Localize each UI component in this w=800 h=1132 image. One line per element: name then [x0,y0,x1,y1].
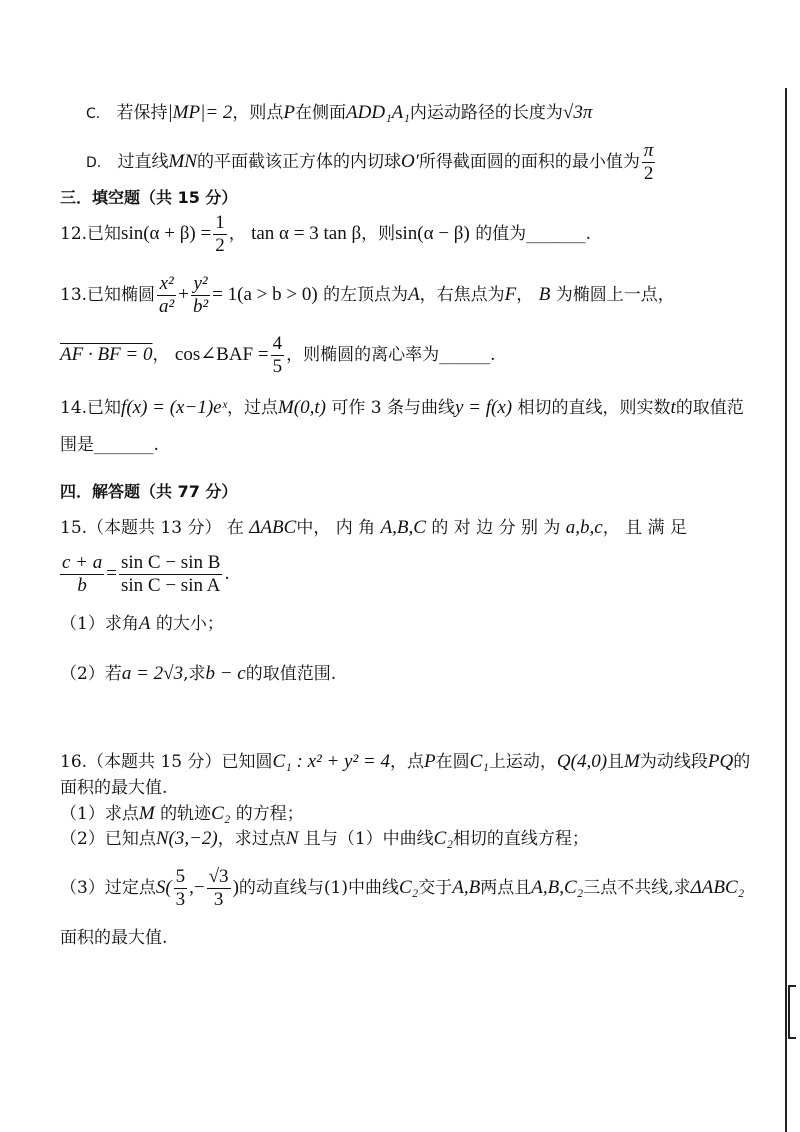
option-d-label: D. [86,154,102,171]
question-16-number: 16. [60,752,88,772]
question-15-number: 15. [60,518,88,538]
page-margin-rule [785,88,787,1132]
question-13: 13.已知椭圆 $\frac{\text{x²}}{\text{a²}}$ + $\frac{\text{y²}}{\text{b²}}$ = 1(a > b > 0) 的左顶点为A，右焦点为F， B 为椭圆上一点， [60,273,675,317]
question-16-part-3: （3）过定点S( $\frac{5}{3}$ ,− $\frac{√3}{3}$ )的动直线与(1)中曲线C₂交于A,B两点且A,B,C₂三点不共线,求ΔABC₂ [60,866,745,910]
question-15-part-1: （1）求角A 的大小； [60,613,224,634]
option-c-expr: |MP|= 2 [167,102,233,123]
option-d: D. 过直线MN的平面截该正方体的内切球O′所得截面圆的面积的最小值为 $\frac{\pi}{2}$ [86,140,654,184]
question-12: 12.已知sin(α + β) = $\frac{1}{2}$ ， tan α = 3 tan β，则sin(α − β) 的值为_______. [60,212,592,256]
page-margin-bracket [788,985,796,1039]
vector-dot-product: AF · BF = 0 [60,343,153,365]
option-c: C. 若保持|MP|= 2，则点P在侧面ADD₁A₁内运动路径的长度为√3π [86,102,593,123]
question-16-line-2: 面积的最大值. [60,778,168,798]
question-16-line-final: 面积的最大值. [60,928,168,948]
section-3-heading: 三．填空题（共 15 分） [60,188,238,207]
question-14-number: 14. [60,398,88,418]
question-13-line-2: AF · BF = 0， cos∠BAF = $\frac{4}{5}$ ，则椭圆的离心率为______. [60,333,496,377]
option-c-label: C. [86,106,101,122]
question-16-part-2: （2）已知点N(3,−2)，求过点N 且与（1）中曲线C₂相切的直线方程； [60,828,589,849]
question-16: 16.（本题共 15 分）已知圆C₁ : x² + y² = 4，点P在圆C₁上运动，Q(4,0)且M为动线段PQ的 [60,751,751,772]
question-16-part-1: （1）求点M 的轨迹C₂ 的方程； [60,803,304,824]
option-c-answer: √3π [562,102,593,123]
question-15: 15.（本题共 13 分） 在 ΔABC中， 内 角 A,B,C 的 对 边 分 别 为 a,b,c， 且 满 足 [60,517,687,538]
question-12-number: 12. [60,223,88,244]
option-d-fraction: $\frac{\pi}{2}$ [643,140,654,184]
question-15-equation: $\frac{c + a}{b}$ = $\frac{\text{sin C − sin B}}{\text{sin C − sin A}}$ . [62,552,230,596]
question-15-part-2: （2）若a = 2√3,求b − c的取值范围. [60,663,337,684]
section-4-heading: 四．解答题（共 77 分） [60,482,238,501]
question-14-line-2: 围是_______. [60,435,159,455]
question-14: 14.已知f(x) = (x−1)eˣ，过点M(0,t) 可作 3 条与曲线y = f(x) 相切的直线，则实数t的取值范 [60,397,744,418]
question-13-number: 13. [60,284,88,305]
